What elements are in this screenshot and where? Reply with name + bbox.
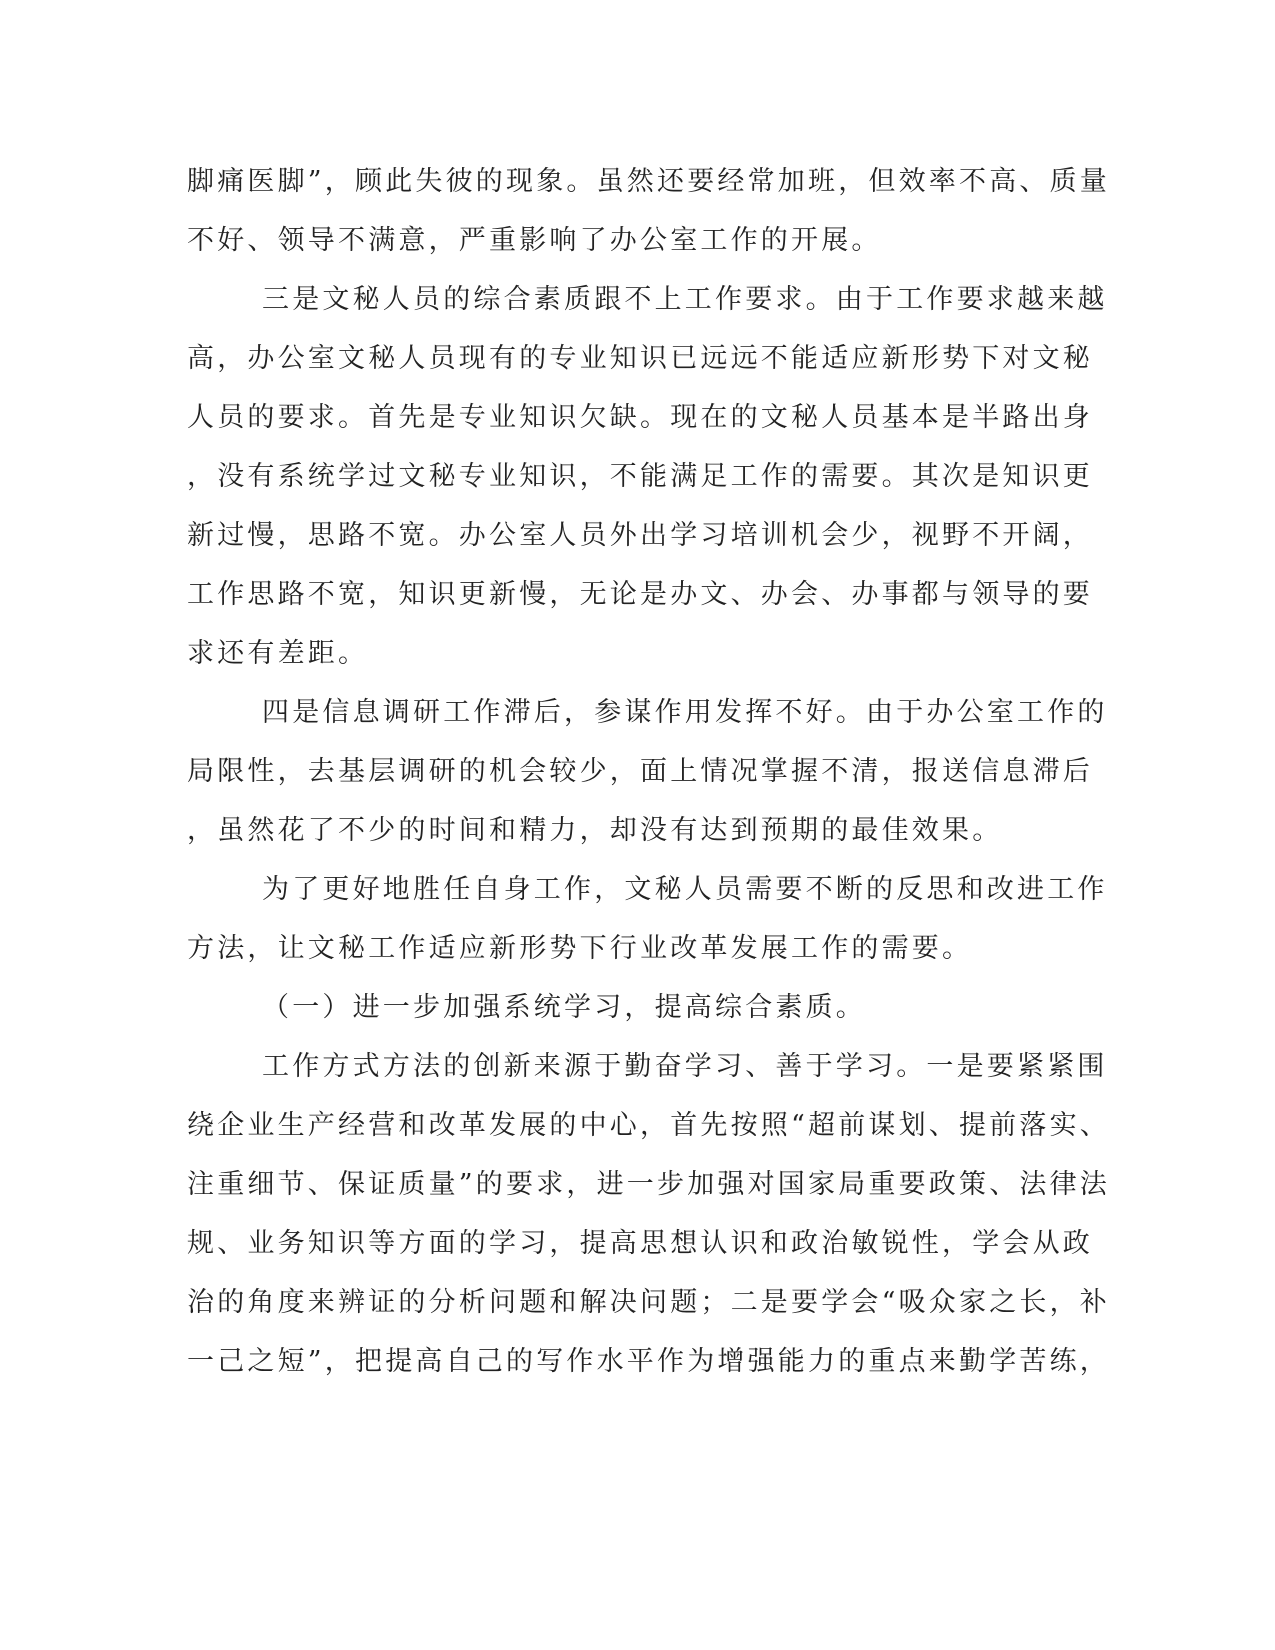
body-text-line: 方法，让文秘工作适应新形势下行业改革发展工作的需要。 xyxy=(187,933,973,964)
body-text-line: 高，办公室文秘人员现有的专业知识已远远不能适应新形势下对文秘 xyxy=(187,343,1093,374)
paragraph-five-start: 为了更好地胜任自身工作，文秘人员需要不断的反思和改进工作 xyxy=(262,874,1108,905)
body-text-line: 治的角度来辨证的分析问题和解决问题；二是要学会“吸众家之长，补 xyxy=(187,1287,1111,1318)
body-text-line: 一己之短”，把提高自己的写作水平作为增强能力的重点来勤学苦练， xyxy=(187,1346,1111,1377)
paragraph-three-start: 三是文秘人员的综合素质跟不上工作要求。由于工作要求越来越 xyxy=(262,284,1108,315)
body-text-line: 规、业务知识等方面的学习，提高思想认识和政治敏锐性，学会从政 xyxy=(187,1228,1093,1259)
paragraph-four-start: 四是信息调研工作滞后，参谋作用发挥不好。由于办公室工作的 xyxy=(262,697,1108,728)
body-text-line: 注重细节、保证质量”的要求，进一步加强对国家局重要政策、法律法 xyxy=(187,1169,1111,1200)
body-text-line: 绕企业生产经营和改革发展的中心，首先按照“超前谋划、提前落实、 xyxy=(187,1110,1111,1141)
body-text-line: 局限性，去基层调研的机会较少，面上情况掌握不清，报送信息滞后 xyxy=(187,756,1093,787)
body-text-line: 不好、领导不满意，严重影响了办公室工作的开展。 xyxy=(187,225,882,256)
body-text-line: 新过慢，思路不宽。办公室人员外出学习培训机会少，视野不开阔， xyxy=(187,520,1093,551)
body-text-line: 工作思路不宽，知识更新慢，无论是办文、办会、办事都与领导的要 xyxy=(187,579,1093,610)
body-text-line: 求还有差距。 xyxy=(187,638,369,669)
body-text-line: ，虽然花了不少的时间和精力，却没有达到预期的最佳效果。 xyxy=(187,815,1003,846)
body-text-line: 脚痛医脚”，顾此失彼的现象。虽然还要经常加班，但效率不高、质量 xyxy=(187,166,1111,197)
section-heading: （一）进一步加强系统学习，提高综合素质。 xyxy=(262,992,866,1023)
body-text-line: 人员的要求。首先是专业知识欠缺。现在的文秘人员基本是半路出身 xyxy=(187,402,1093,433)
body-text-line: ，没有系统学过文秘专业知识，不能满足工作的需要。其次是知识更 xyxy=(187,461,1093,492)
paragraph-six-start: 工作方式方法的创新来源于勤奋学习、善于学习。一是要紧紧围 xyxy=(262,1051,1108,1082)
